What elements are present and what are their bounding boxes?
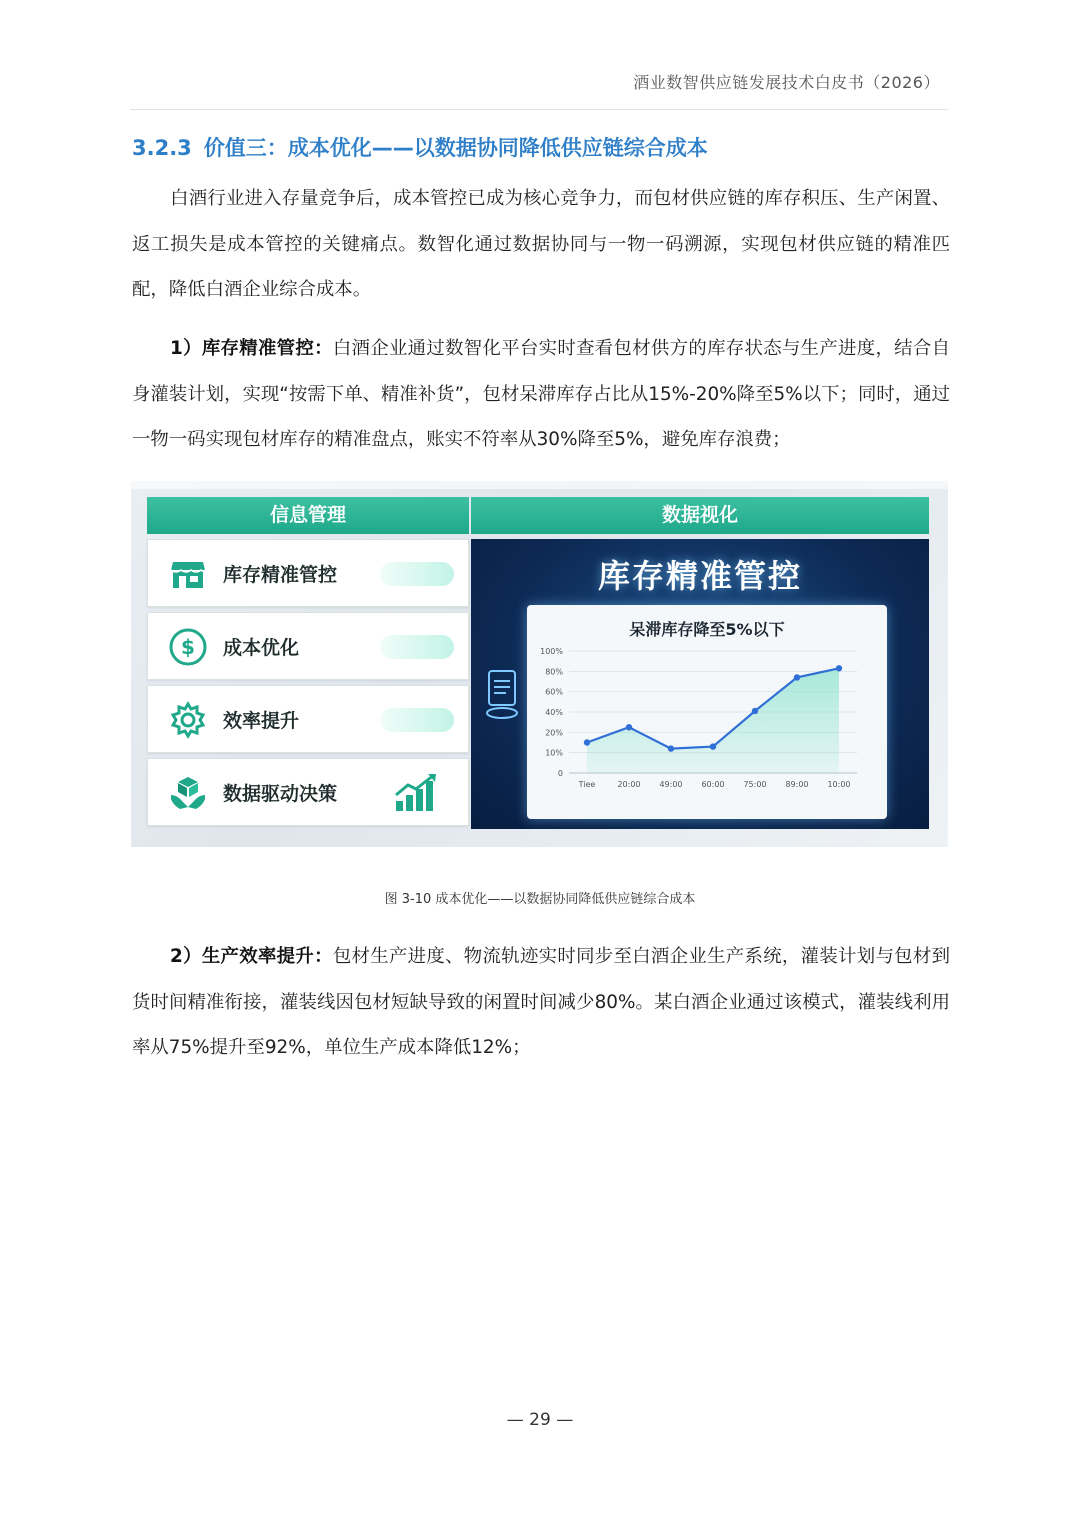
page-header (130, 68, 948, 110)
x-tick-label: Tiee (578, 780, 596, 789)
data-point (668, 745, 674, 751)
dashboard-panel (471, 539, 929, 829)
x-tick-label: 20:00 (617, 780, 641, 789)
dashboard-title: 库存精准管控 (597, 557, 802, 595)
paragraph-inventory (132, 326, 950, 463)
paragraph-efficiency-lead: 2）生产效率提升： (170, 946, 333, 967)
card-glow-bar (380, 635, 454, 659)
document-icon (485, 669, 521, 721)
data-point (794, 674, 800, 680)
series-area (587, 668, 839, 773)
card-glow-bar (380, 562, 454, 586)
svg-text:$: $ (181, 635, 195, 659)
section-title-text: 价值三：成本优化——以数据协同降低供应链综合成本 (203, 136, 708, 160)
hands-cube-icon (168, 773, 208, 813)
card-efficiency (147, 685, 469, 753)
y-tick-label: 100% (540, 647, 563, 656)
card-cost-optimization (147, 612, 469, 680)
store-icon (168, 554, 208, 594)
x-tick-label: 89:00 (785, 780, 809, 789)
x-tick-label: 60:00 (701, 780, 725, 789)
data-point (836, 665, 842, 671)
card-glow-bar (380, 708, 454, 732)
paragraph-intro (132, 176, 950, 313)
right-panel-header: 数据视化 (471, 497, 929, 534)
paragraph-inventory-text: 白酒企业通过数智化平台实时查看包材供方的库存状态与生产进度，结合自身灌装计划，实现“按需下单、精准补货”，包材呆滞库存占比从15%-20%降至5%以下；同时，通过一物一码实现包材库存的精准盘点，账实不符率从30%降至5%，避免库存浪费； (132, 338, 951, 450)
left-panel-header: 信息管理 (147, 497, 469, 534)
y-tick-label: 80% (545, 667, 563, 677)
header-title: 酒业数智供应链发展技术白皮书（2026） (633, 73, 940, 92)
y-tick-label: 60% (545, 687, 563, 697)
y-tick-label: 0 (557, 769, 563, 778)
paragraph-efficiency-text: 包材生产进度、物流轨迹实时同步至白酒企业生产系统，灌装计划与包材到货时间精准衔接，灌装线因包材短缺导致的闲置时间减少80%。某白酒企业通过该模式，灌装线利用率从75%提升至92%，单位生产成本降低12%； (132, 946, 951, 1058)
chart-title: 呆滞库存降至5%以下 (629, 620, 785, 639)
dollar-icon (168, 627, 208, 667)
paragraph-inventory-lead: 1）库存精准管控： (170, 338, 333, 359)
bar-trend-icon (394, 771, 440, 813)
paragraph-intro-text: 白酒行业进入存量竞争后，成本管控已成为核心竞争力，而包材供应链的库存积压、生产闲置、返工损失是成本管控的关键痛点。数智化通过数据协同与一物一码溯源，实现包材供应链的精准匹配，降低白酒企业综合成本。 (132, 188, 950, 300)
card-label: 数据驱动决策 (223, 783, 338, 805)
x-tick-label: 75:00 (743, 780, 767, 789)
chart-panel (527, 605, 887, 819)
card-inventory-control (147, 539, 469, 607)
card-label: 成本优化 (223, 637, 300, 659)
data-point (710, 743, 716, 749)
section-number: 3.2.3 (132, 136, 192, 160)
figure-caption: 图 3-10 成本优化——以数据协同降低供应链综合成本 (384, 892, 696, 907)
card-label: 库存精准管控 (223, 564, 338, 586)
line-chart (527, 605, 887, 819)
data-point (626, 724, 632, 730)
x-tick-label: 10:00 (827, 780, 851, 789)
y-tick-label: 10% (545, 748, 563, 758)
data-point (584, 739, 590, 745)
paragraph-efficiency (132, 934, 950, 1071)
y-tick-label: 40% (545, 708, 563, 717)
figure-cost-optimization (131, 481, 948, 847)
x-tick-label: 49:00 (659, 780, 683, 789)
page-number: — 29 — (506, 1410, 574, 1430)
y-tick-label: 20% (545, 728, 563, 738)
data-point (752, 708, 758, 714)
card-data-driven (147, 758, 469, 826)
card-label: 效率提升 (223, 710, 300, 732)
section-title (132, 132, 708, 162)
gear-icon (168, 700, 208, 740)
